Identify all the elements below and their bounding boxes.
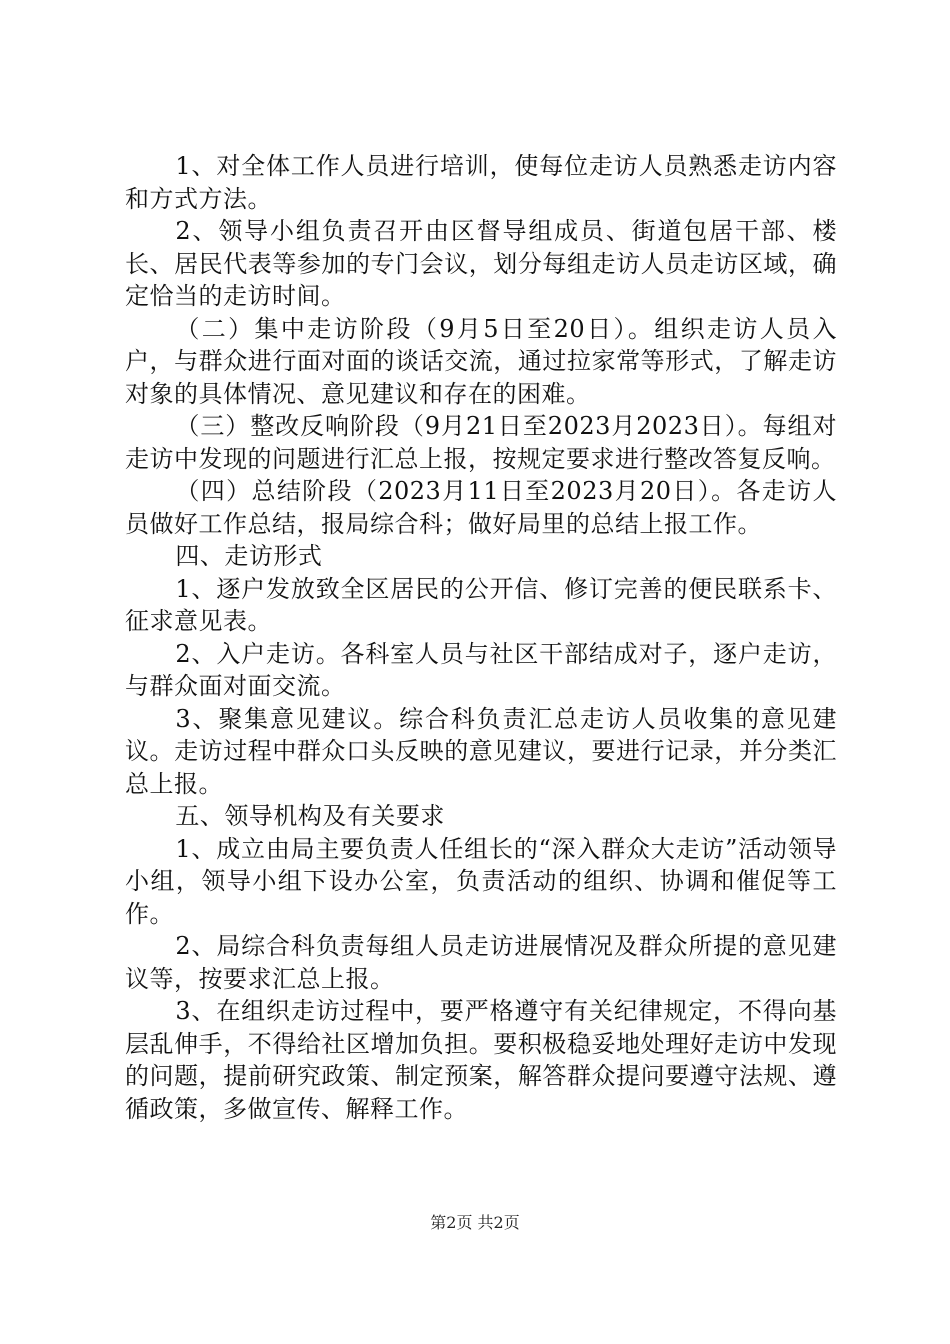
paragraph: 3、聚集意见建议。综合科负责汇总走访人员收集的意见建议。走访过程中群众口头反映的意见建议，要进行记录，并分类汇总上报。: [125, 704, 837, 798]
document-body: [125, 150, 837, 1125]
paragraph: （二）集中走访阶段（9月5日至20日）。组织走访人员入户，与群众进行面对面的谈话交流，通过拉家常等形式，了解走访对象的具体情况、意见建议和存在的困难。: [125, 314, 837, 408]
section-heading: 四、走访形式: [175, 542, 323, 570]
paragraph: 1、逐户发放致全区居民的公开信、修订完善的便民联系卡、征求意见表。: [125, 574, 837, 635]
section-heading: 五、领导机构及有关要求: [175, 802, 445, 830]
paragraph: 1、成立由局主要负责人任组长的“深入群众大走访”活动领导小组，领导小组下设办公室，负责活动的组织、协调和催促等工作。: [125, 834, 837, 928]
paragraph: 2、领导小组负责召开由区督导组成员、街道包居干部、楼长、居民代表等参加的专门会议，划分每组走访人员走访区域，确定恰当的走访时间。: [125, 217, 837, 310]
paragraph: 2、局综合科负责每组人员走访进展情况及群众所提的意见建议等，按要求汇总上报。: [125, 932, 837, 993]
page-number-footer: 第2页 共2页: [430, 1213, 520, 1232]
paragraph: 2、入户走访。各科室人员与社区干部结成对子，逐户走访，与群众面对面交流。: [125, 639, 837, 700]
paragraph: 1、对全体工作人员进行培训，使每位走访人员熟悉走访内容和方式方法。: [125, 152, 837, 213]
paragraph: 3、在组织走访过程中，要严格遵守有关纪律规定，不得向基层乱伸手，不得给社区增加负担。要积极稳妥地处理好走访中发现的问题，提前研究政策、制定预案，解答群众提问要遵守法规、遵循政策，多做宣传、解释工作。: [125, 997, 837, 1123]
paragraph: （三）整改反响阶段（9月21日至2023月2023日）。每组对走访中发现的问题进行汇总上报，按规定要求进行整改答复反响。: [125, 412, 837, 473]
paragraph: （四）总结阶段（2023月11日至2023月20日）。各走访人员做好工作总结，报局综合科；做好局里的总结上报工作。: [125, 477, 837, 538]
